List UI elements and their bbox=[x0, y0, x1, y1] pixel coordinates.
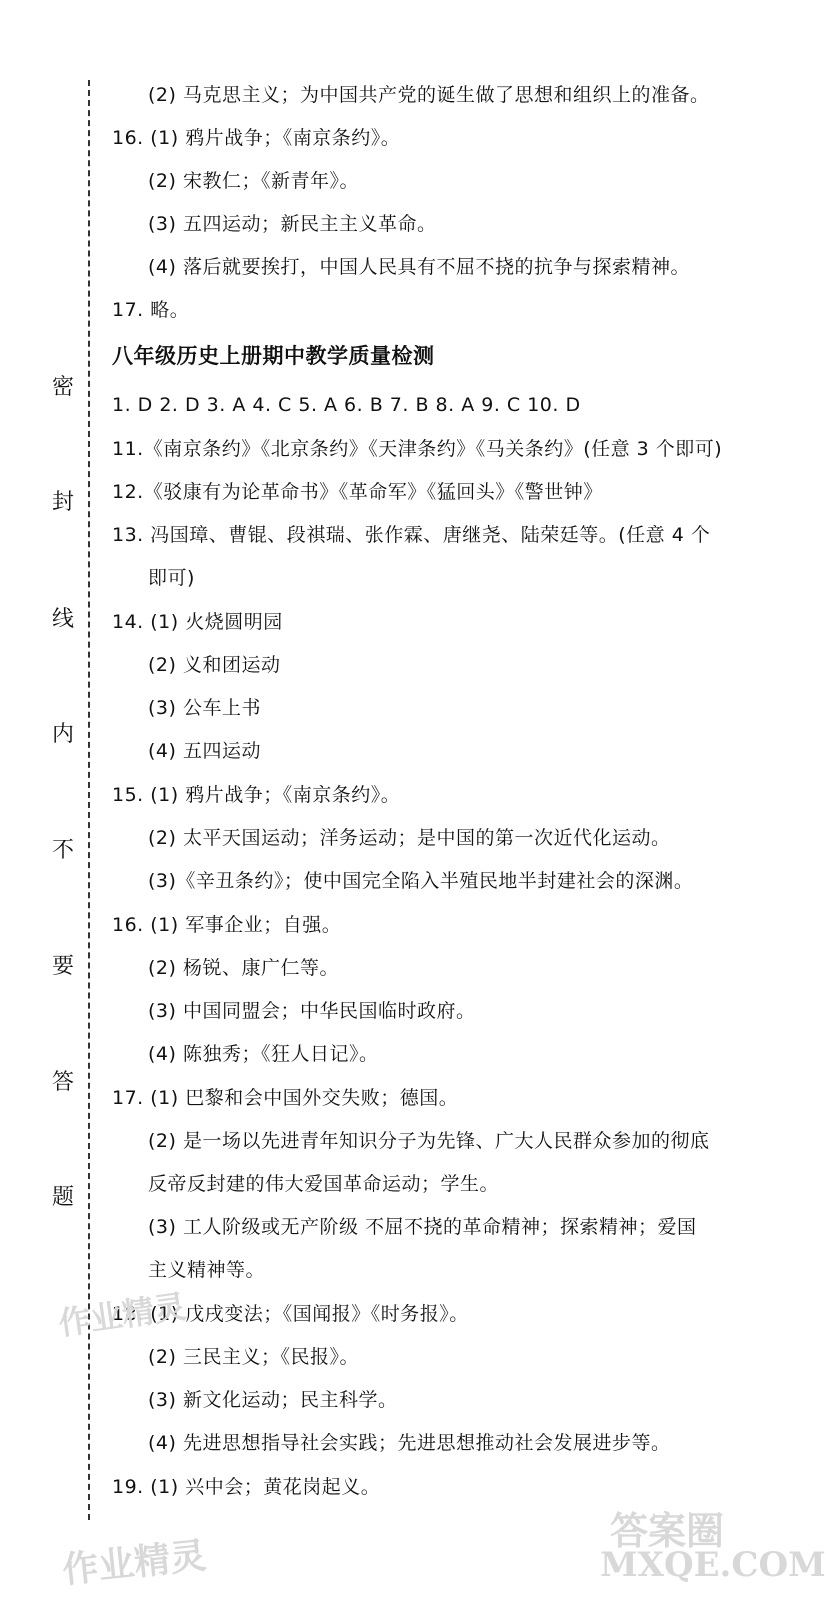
answer-line: 18. (1) 戊戌变法；《国闻报》《时务报》。 bbox=[112, 1303, 469, 1325]
answer-line: (4) 落后就要挨打，中国人民具有不屈不挠的抗争与探索精神。 bbox=[148, 256, 690, 278]
answer-line: 11.《南京条约》《北京条约》《天津条约》《马关条约》(任意 3 个即可) bbox=[112, 438, 723, 460]
seal-char: 答 bbox=[51, 1070, 74, 1095]
answer-line: (2) 宋教仁；《新青年》。 bbox=[148, 170, 359, 192]
answer-line: (4) 陈独秀；《狂人日记》。 bbox=[148, 1043, 379, 1065]
answer-line: (2) 太平天国运动；洋务运动；是中国的第一次近代化运动。 bbox=[148, 827, 671, 849]
answer-line: (2) 杨锐、康广仁等。 bbox=[148, 957, 339, 979]
seal-char: 线 bbox=[51, 607, 74, 632]
answer-line: (3) 新文化运动；民主科学。 bbox=[148, 1389, 398, 1411]
answer-line: (2) 是一场以先进青年知识分子为先锋、广大人民群众参加的彻底 bbox=[148, 1130, 710, 1152]
answer-line: 13. 冯国璋、曹锟、段祺瑞、张作霖、唐继尧、陆荣廷等。(任意 4 个 bbox=[112, 524, 711, 546]
answer-line: 16. (1) 军事企业；自强。 bbox=[112, 914, 342, 936]
answer-line: 16. (1) 鸦片战争；《南京条约》。 bbox=[112, 127, 401, 149]
answer-line: 主义精神等。 bbox=[148, 1259, 266, 1281]
watermark: 答案圈 bbox=[610, 1508, 725, 1553]
answer-line: (3) 五四运动；新民主主义革命。 bbox=[148, 213, 437, 235]
watermark: 作业精灵 bbox=[56, 1287, 189, 1343]
answer-line: (3)《辛丑条约》；使中国完全陷入半殖民地半封建社会的深渊。 bbox=[148, 870, 694, 892]
answer-line: (4) 五四运动 bbox=[148, 740, 261, 762]
answer-line: (2) 马克思主义；为中国共产党的诞生做了思想和组织上的准备。 bbox=[148, 84, 710, 106]
answer-line: 17. (1) 巴黎和会中国外交失败；德国。 bbox=[112, 1087, 459, 1109]
answer-line: (2) 三民主义；《民报》。 bbox=[148, 1346, 359, 1368]
answer-line: 12.《驳康有为论革命书》《革命军》《猛回头》《警世钟》 bbox=[112, 481, 603, 503]
answer-line: (3) 中国同盟会；中华民国临时政府。 bbox=[148, 1000, 476, 1022]
watermark: MXQE.COM bbox=[600, 1545, 826, 1585]
answer-line: 1. D 2. D 3. A 4. C 5. A 6. B 7. B 8. A 9. C 10. D bbox=[112, 394, 581, 416]
seal-char: 题 bbox=[51, 1185, 74, 1210]
seal-char: 封 bbox=[51, 490, 74, 515]
answer-line: 即可) bbox=[148, 567, 195, 589]
seal-dashed-line bbox=[88, 80, 90, 1520]
section-heading: 八年级历史上册期中教学质量检测 bbox=[112, 344, 435, 368]
answer-line: 14. (1) 火烧圆明园 bbox=[112, 611, 283, 633]
answer-line: (2) 义和团运动 bbox=[148, 654, 281, 676]
answer-line: 19. (1) 兴中会；黄花岗起义。 bbox=[112, 1476, 381, 1498]
watermark: 作业精灵 bbox=[60, 1534, 209, 1592]
seal-char: 要 bbox=[51, 954, 74, 979]
seal-char: 不 bbox=[51, 838, 74, 863]
answer-line: 反帝反封建的伟大爱国革命运动；学生。 bbox=[148, 1173, 500, 1195]
answer-line: (4) 先进思想指导社会实践；先进思想推动社会发展进步等。 bbox=[148, 1432, 671, 1454]
answer-line: 17. 略。 bbox=[112, 299, 190, 321]
answer-line: 15. (1) 鸦片战争；《南京条约》。 bbox=[112, 784, 401, 806]
seal-char: 内 bbox=[51, 722, 74, 747]
seal-char: 密 bbox=[51, 375, 74, 400]
answer-line: (3) 公车上书 bbox=[148, 697, 261, 719]
answer-line: (3) 工人阶级或无产阶级 不屈不挠的革命精神；探索精神；爱国 bbox=[148, 1216, 697, 1238]
